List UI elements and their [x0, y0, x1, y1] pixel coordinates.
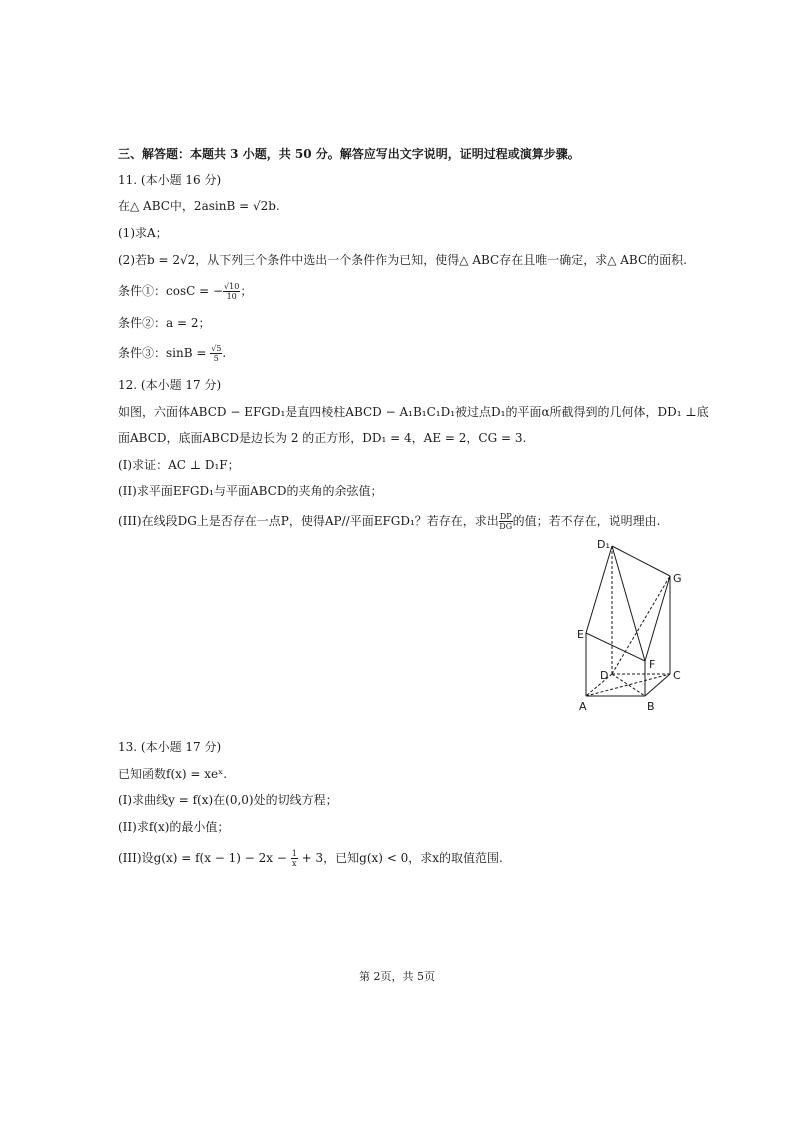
edge-d1-f	[612, 546, 645, 661]
q11-condition-1	[118, 282, 252, 301]
q13-part3-numerator: 1	[291, 849, 297, 858]
label-c: C	[673, 669, 681, 682]
edge-b-c	[645, 674, 670, 696]
q11-cond1-fraction	[223, 282, 240, 301]
q11-cond3-label: 条件③：sinB =	[118, 346, 211, 360]
q13-stem: 已知函数f(x) = xeˣ.	[118, 767, 228, 781]
q11-cond3-fraction	[210, 344, 222, 363]
q12-part3-text-b: 的值；若不存在，说明理由.	[512, 514, 661, 528]
q11-title: 11. (本小题 16 分)	[118, 173, 222, 187]
edge-d1-e	[586, 546, 612, 633]
q12-part3-fraction	[499, 512, 513, 531]
page-footer: 第 2页，共 5页	[359, 970, 435, 983]
q12-geometry-figure	[575, 536, 687, 712]
label-b: B	[647, 700, 655, 712]
label-a: A	[579, 700, 587, 712]
q13-part3-text-a: (III)设g(x) = f(x − 1) − 2x −	[118, 851, 291, 865]
q13-part3-text-b: + 3，已知g(x) < 0，求x的取值范围.	[297, 851, 503, 865]
q13-part3-denominator: x	[292, 859, 297, 868]
q11-cond1-numerator: √10	[224, 282, 240, 291]
q11-cond3-end: .	[222, 346, 227, 360]
q11-cond3-numerator: √5	[211, 344, 222, 353]
q11-stem: 在△ ABC中，2asinB = √2b.	[118, 199, 280, 213]
edge-e-f	[586, 633, 645, 661]
q13-title: 13. (本小题 17 分)	[118, 740, 222, 754]
q11-cond3-denominator: 5	[213, 354, 219, 363]
q11-condition-3	[118, 344, 226, 363]
q11-cond1-end: ；	[240, 284, 253, 298]
edge-d-b	[612, 674, 645, 696]
edge-g-f	[645, 576, 670, 661]
q11-condition-2: 条件②：a = 2；	[118, 316, 211, 330]
q12-stem-line1: 如图，六面体ABCD − EFGD₁是直四棱柱ABCD − A₁B₁C₁D₁被过点D₁的平面α所截得到的几何体，DD₁ ⊥底	[118, 405, 709, 419]
label-d1: D₁	[597, 538, 610, 551]
q12-part3	[118, 512, 660, 531]
q11-part2: (2)若b = 2√2，从下列三个条件中选出一个条件作为已知，使得△ ABC存在且唯一确定，求△ ABC的面积.	[118, 253, 687, 267]
q13-part2: (II)求f(x)的最小值；	[118, 820, 230, 834]
label-f: F	[649, 658, 656, 671]
q12-part3-text-a: (III)在线段DG上是否存在一点P，使得AP//平面EFGD₁？若存在，求出	[118, 514, 499, 528]
q11-cond1-denominator: 10	[226, 292, 237, 301]
q12-stem-line2: 面ABCD，底面ABCD是边长为 2 的正方形，DD₁ = 4，AE = 2，CG = 3.	[118, 431, 527, 445]
edge-d1-g	[612, 546, 670, 576]
label-d: D	[600, 669, 609, 682]
q12-title: 12. (本小题 17 分)	[118, 378, 222, 392]
q12-part1: (I)求证：AC ⊥ D₁F；	[118, 458, 240, 472]
q13-part1: (I)求曲线y = f(x)在(0,0)处的切线方程；	[118, 793, 338, 807]
q12-part2: (II)求平面EFGD₁与平面ABCD的夹角的余弦值；	[118, 484, 383, 498]
q11-cond1-label: 条件①：cosC = −	[118, 284, 224, 298]
label-g: G	[673, 572, 682, 585]
q12-part3-numerator: DP	[499, 512, 512, 521]
q11-part1: (1)求A；	[118, 226, 168, 240]
label-e: E	[577, 628, 584, 641]
q13-part3-fraction	[291, 849, 298, 868]
section-header: 三、解答题：本题共 3 小题，共 50 分。解答应写出文字说明，证明过程或演算步骤。	[118, 147, 580, 161]
q13-part3	[118, 849, 503, 868]
q12-part3-denominator: DG	[499, 522, 513, 531]
figure-hidden-edges	[586, 546, 670, 696]
